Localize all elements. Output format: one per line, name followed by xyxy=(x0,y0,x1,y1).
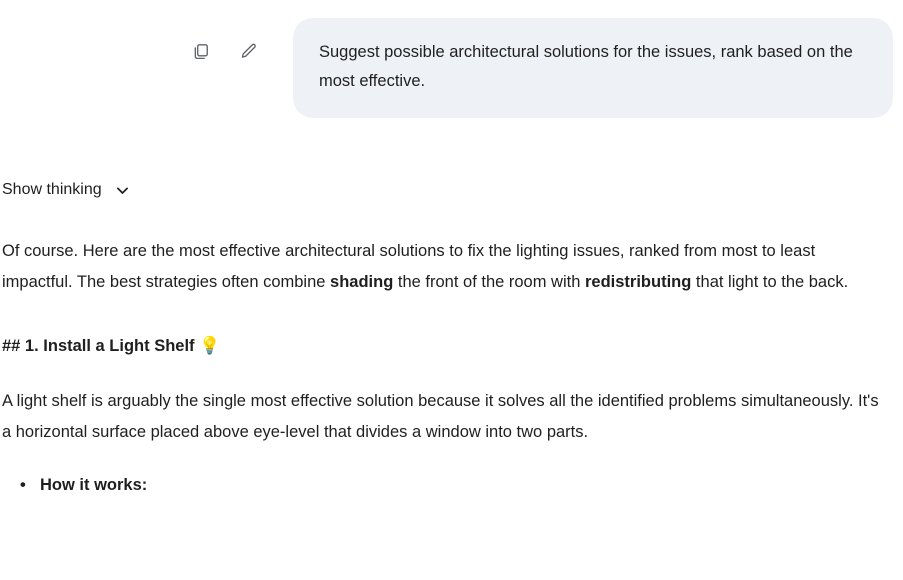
intro-text-b: shading xyxy=(330,273,394,291)
answer-section-heading-1 xyxy=(2,332,882,360)
chevron-down-icon xyxy=(114,182,131,199)
user-message-turn xyxy=(0,0,903,118)
user-message-text: Suggest possible architectural solutions for the issues, rank based on the most effective. xyxy=(319,43,853,90)
intro-text-e: that light to the back. xyxy=(691,273,849,291)
answer-intro-paragraph xyxy=(2,236,882,298)
intro-text-a: Of course. Here are the most effective architectural solutions to fix the lighting issues, ranked from most to least impactful. The best strategies often combine xyxy=(2,242,816,291)
list-item: • How it works: xyxy=(40,470,882,501)
copy-icon[interactable] xyxy=(189,40,211,62)
edit-icon[interactable] xyxy=(237,40,259,62)
show-thinking-label: Show thinking xyxy=(2,181,102,198)
lightbulb-icon: 💡 xyxy=(199,336,221,355)
answer-bullet-list xyxy=(2,470,882,501)
message-actions xyxy=(189,40,259,62)
answer-paragraph-1: A light shelf is arguably the single most effective solution because it solves all the identified problems simultaneously. It's a horizontal surface placed above eye-level that divides a window into two parts. xyxy=(2,392,879,441)
user-message-bubble xyxy=(293,18,893,118)
show-thinking-toggle[interactable] xyxy=(2,180,172,200)
intro-text-d: redistributing xyxy=(585,273,692,291)
section-heading-text: ## 1. Install a Light Shelf xyxy=(2,337,195,355)
assistant-answer xyxy=(2,236,882,501)
intro-text-c: the front of the room with xyxy=(393,273,585,291)
